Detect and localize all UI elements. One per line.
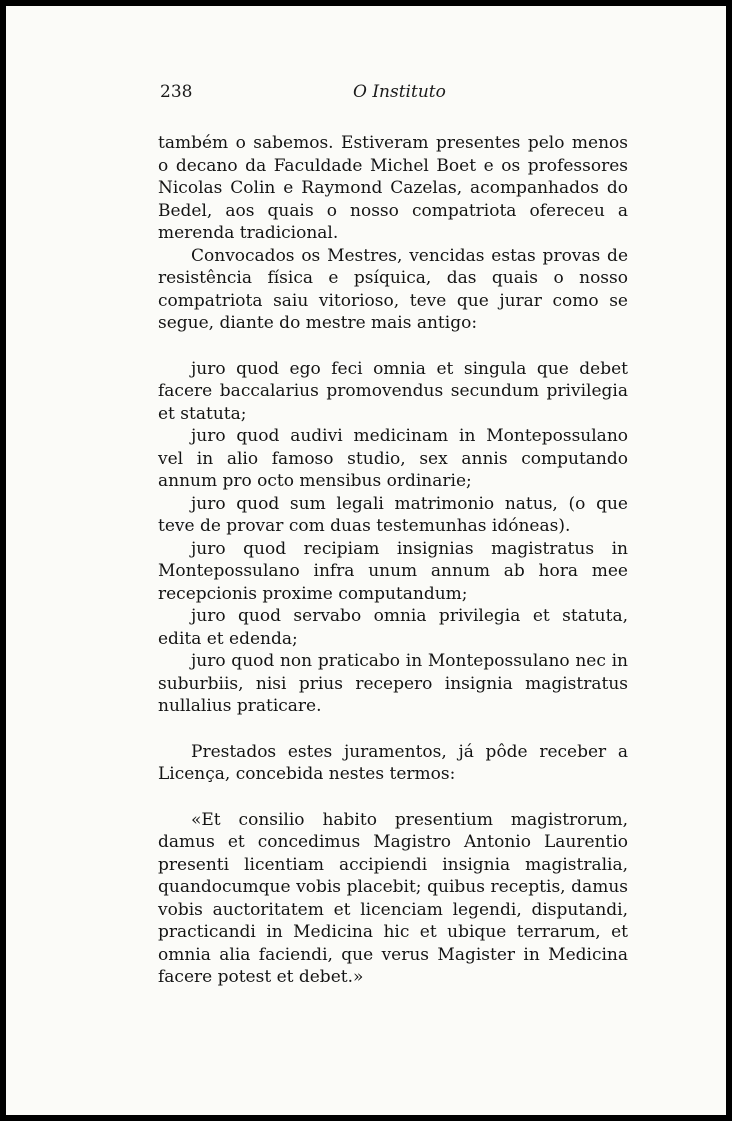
spacer — [158, 335, 628, 358]
book-page — [6, 6, 726, 1115]
oath-item: juro quod sum legali matrimonio natus, (o que teve de provar com duas testemunhas idóneas). — [158, 493, 628, 536]
oath-item: juro quod ego feci omnia et singula que debet facere baccalarius promovendus secundum privilegia et statuta; — [158, 358, 628, 424]
body-text — [158, 132, 628, 989]
page-header — [160, 82, 630, 106]
running-title: O Instituto — [353, 82, 446, 102]
paragraph-prestados: Prestados estes juramentos, já pôde receber a Licença, concebida nestes termos: — [158, 741, 628, 784]
oath-item: juro quod servabo omnia privilegia et statuta, edita et edenda; — [158, 606, 628, 649]
oath-list — [158, 358, 628, 718]
spacer — [158, 786, 628, 809]
license-quote: «Et consilio habito presentium magistrorum, damus et concedimus Magistro Antonio Laurentio presenti licentiam accipiendi insignia magistralia, quandocumque vobis placebit; quibus receptis, damus vobis auctoritatem et licenciam legendi, disputandi, practicandi in Medicina hic et ubique terrarum, et omnia alia faciendi, que verus Magister in Medicina facere potest et debet.» — [158, 809, 628, 987]
oath-item: juro quod recipiam insignias magistratus in Montepossulano infra unum annum ab hora mee recepcionis proxime computandum; — [158, 538, 628, 604]
page-number: 238 — [160, 82, 193, 102]
paragraph-continuation: também o sabemos. Estiveram presentes pelo menos o decano da Faculdade Michel Boet e os professores Nicolas Colin e Raymond Cazelas, acompanhados do Bedel, aos quais o nosso compatriota ofereceu a merenda tradicional. — [158, 133, 628, 243]
oath-item: juro quod audivi medicinam in Montepossulano vel in alio famoso studio, sex annis computando annum pro octo mensibus ordinarie; — [158, 426, 628, 491]
paragraph-convocados: Convocados os Mestres, vencidas estas provas de resistência física e psíquica, das quais o nosso compatriota saiu vitorioso, teve que jurar como se segue, diante do mestre mais antigo: — [158, 245, 628, 333]
spacer — [158, 718, 628, 741]
oath-item: juro quod non praticabo in Montepossulano nec in suburbiis, nisi prius recepero insignia magistratus nullalius praticare. — [158, 651, 628, 716]
